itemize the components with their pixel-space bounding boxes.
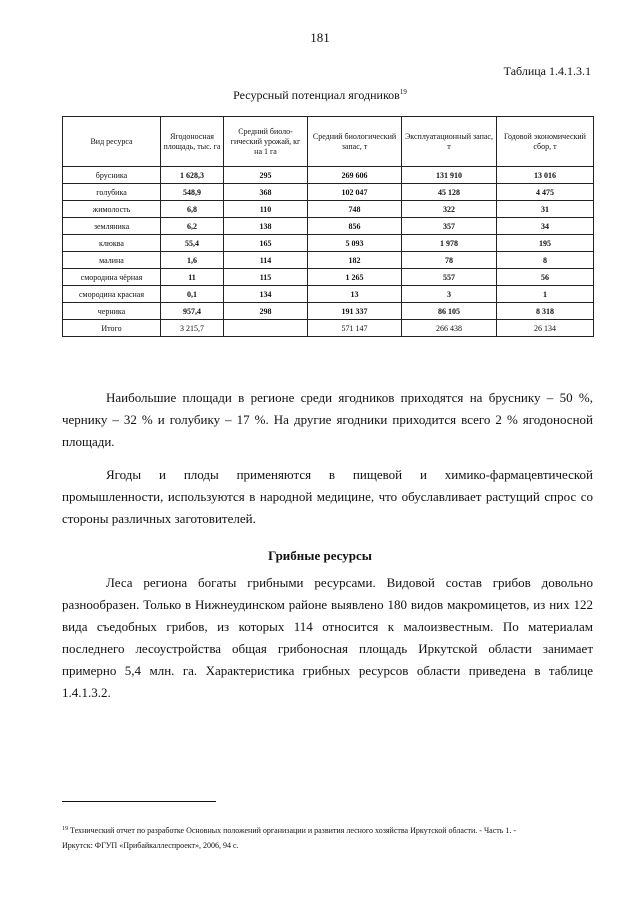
footnote — [62, 822, 593, 853]
table-cell: 266 438 — [402, 320, 497, 337]
table-cell: земляника — [63, 218, 161, 235]
table-row — [63, 269, 594, 286]
table-cell: 8 318 — [497, 303, 594, 320]
table-cell: 322 — [402, 201, 497, 218]
table-cell: смородина красная — [63, 286, 161, 303]
table-cell: Итого — [63, 320, 161, 337]
table-cell: 269 606 — [308, 167, 402, 184]
table-cell: 1 — [497, 286, 594, 303]
table-cell: клюква — [63, 235, 161, 252]
paragraph-line: стороны различных заготовителей. — [62, 511, 256, 526]
table-cell: 1 978 — [402, 235, 497, 252]
table-cell: 571 147 — [308, 320, 402, 337]
column-header: Годовой экономический сбор, т — [497, 117, 594, 167]
table-cell: 195 — [497, 235, 594, 252]
table-row — [63, 303, 594, 320]
table-number: Таблица 1.4.1.3.1 — [503, 64, 591, 78]
table-cell: 26 134 — [497, 320, 594, 337]
table-cell: 957,4 — [161, 303, 224, 320]
section-heading: Грибные ресурсы — [268, 548, 372, 563]
table-row — [63, 184, 594, 201]
table-cell: 86 105 — [402, 303, 497, 320]
table-cell: 5 093 — [308, 235, 402, 252]
table-cell: 134 — [224, 286, 308, 303]
table-cell: 13 — [308, 286, 402, 303]
table-row — [63, 218, 594, 235]
paragraph-line: Наибольшие площади в регионе среди ягодников приходятся на бруснику – 50 %, — [106, 390, 593, 405]
paragraph-line: Ягоды и плоды применяются в пищевой и химико-фармацевтической — [106, 467, 593, 482]
footnote-text: Технический отчет по разработке Основных положений организации и развития лесного хозяйства Иркутской области. - Часть 1. - — [70, 826, 517, 835]
paragraph-line: разнообразен. Только в Нижнеудинском районе выявлено 180 видов макромицетов, из них 122 — [62, 597, 593, 612]
table-cell: 56 — [497, 269, 594, 286]
paragraph-line: последнего лесоустройства общая грибоносная площадь Иркутской области занимает — [62, 641, 593, 656]
footnote-reference: 19 — [399, 88, 407, 96]
table-cell: 8 — [497, 252, 594, 269]
table-cell: 6,8 — [161, 201, 224, 218]
paragraph-line: 1.4.1.3.2. — [62, 685, 111, 700]
table-cell: 1 265 — [308, 269, 402, 286]
table-cell: черника — [63, 303, 161, 320]
table-row — [63, 235, 594, 252]
table-cell: 748 — [308, 201, 402, 218]
column-header: Ягодоносная площадь, тыс. га — [161, 117, 224, 167]
table-cell: смородина чёрная — [63, 269, 161, 286]
table-cell: 102 047 — [308, 184, 402, 201]
table-title-text: Ресурсный потенциал ягодников — [233, 88, 400, 102]
table-cell: 55,4 — [161, 235, 224, 252]
table-cell: 548,9 — [161, 184, 224, 201]
paragraph-line: вида съедобных грибов, из которых 114 относится к малоизвестным. По материалам — [62, 619, 593, 634]
paragraph-berry-uses — [62, 464, 593, 530]
table-cell: 368 — [224, 184, 308, 201]
column-header: Вид ресурса — [63, 117, 161, 167]
table-total-row — [63, 320, 594, 337]
paragraph-line: примерно 5,4 млн. га. Характеристика грибных ресурсов области приведена в таблице — [62, 663, 593, 678]
footnote-text: Иркутск: ФГУП «Прибайкаллеспроект», 2006, 94 с. — [62, 841, 239, 850]
table-row — [63, 286, 594, 303]
table-cell: 115 — [224, 269, 308, 286]
table-cell: голубика — [63, 184, 161, 201]
table-cell: 295 — [224, 167, 308, 184]
footnote-divider — [62, 801, 216, 802]
table-cell: 4 475 — [497, 184, 594, 201]
table-cell: 114 — [224, 252, 308, 269]
berry-resources-table — [62, 116, 594, 337]
table-cell: 557 — [402, 269, 497, 286]
table-cell: 13 016 — [497, 167, 594, 184]
column-header: Эксплуатационный запас, т — [402, 117, 497, 167]
table-cell: 3 — [402, 286, 497, 303]
paragraph-line: Леса региона богаты грибными ресурсами. Видовой состав грибов довольно — [106, 575, 593, 590]
table-cell: 1 628,3 — [161, 167, 224, 184]
table-cell: 6,2 — [161, 218, 224, 235]
table-cell: 3 215,7 — [161, 320, 224, 337]
paragraph-berry-areas — [62, 387, 593, 453]
column-header: Средний биологический запас, т — [308, 117, 402, 167]
table-cell: 131 910 — [402, 167, 497, 184]
table-cell: 182 — [308, 252, 402, 269]
column-header: Средний биоло-гический урожай, кг на 1 га — [224, 117, 308, 167]
table-cell — [224, 320, 308, 337]
table-row — [63, 201, 594, 218]
table-cell: 45 128 — [402, 184, 497, 201]
table-header-row — [63, 117, 594, 167]
footnote-marker: 19 — [62, 826, 68, 832]
table-cell: 165 — [224, 235, 308, 252]
table-cell: 1,6 — [161, 252, 224, 269]
table-cell: 191 337 — [308, 303, 402, 320]
paragraph-line: площади. — [62, 434, 115, 449]
paragraph-line: чернику – 32 % и голубику – 17 %. На другие ягодники приходится всего 2 % ягодоносной — [62, 412, 593, 427]
table-cell: 298 — [224, 303, 308, 320]
table-cell: 856 — [308, 218, 402, 235]
table-cell: брусника — [63, 167, 161, 184]
table-cell: жимолость — [63, 201, 161, 218]
table-title — [0, 88, 640, 103]
table-cell: 138 — [224, 218, 308, 235]
table-row — [63, 167, 594, 184]
table-cell: 110 — [224, 201, 308, 218]
table-cell: малина — [63, 252, 161, 269]
table-cell: 78 — [402, 252, 497, 269]
table-cell: 0,1 — [161, 286, 224, 303]
table-cell: 11 — [161, 269, 224, 286]
page-number: 181 — [310, 30, 330, 45]
paragraph-mushrooms — [62, 572, 593, 704]
table-cell: 31 — [497, 201, 594, 218]
paragraph-line: промышленности, используются в народной медицине, что обуславливает растущий спрос со — [62, 489, 593, 504]
table-row — [63, 252, 594, 269]
table-cell: 34 — [497, 218, 594, 235]
table-cell: 357 — [402, 218, 497, 235]
